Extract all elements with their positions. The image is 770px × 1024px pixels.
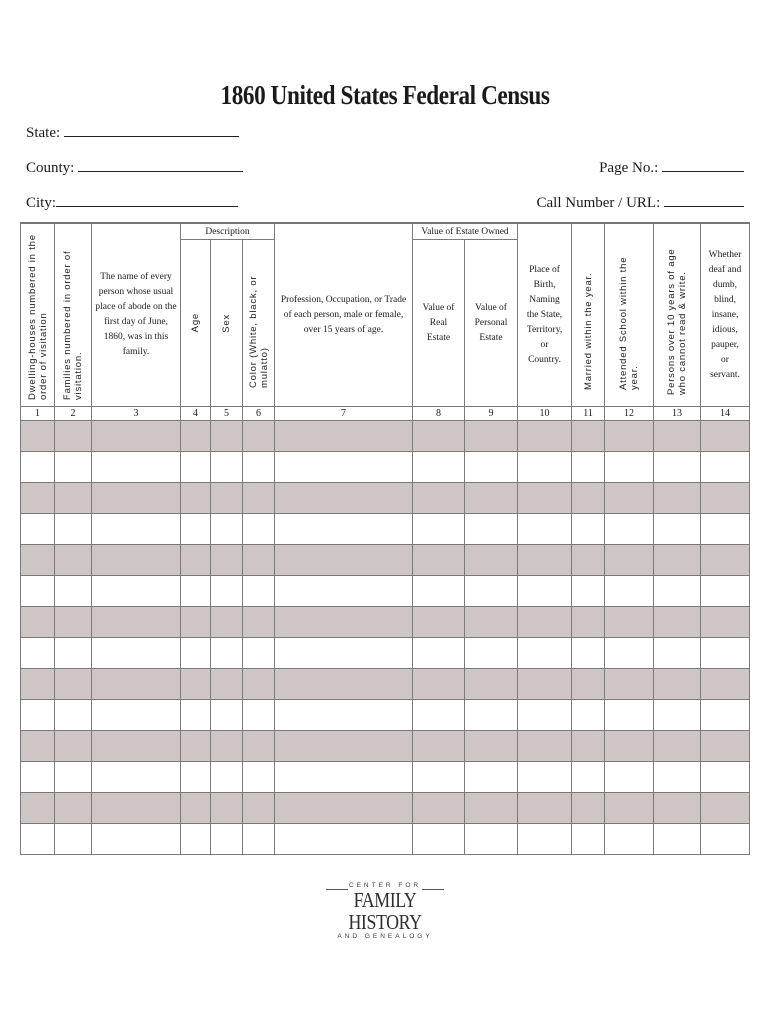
census-entry-cell[interactable] <box>275 545 413 576</box>
census-entry-cell[interactable] <box>413 483 465 514</box>
census-entry-cell[interactable] <box>21 731 55 762</box>
census-entry-cell[interactable] <box>243 793 275 824</box>
census-entry-row <box>21 793 750 824</box>
state-line <box>64 122 239 137</box>
census-entry-cell[interactable] <box>181 483 211 514</box>
column-number-row <box>21 407 750 421</box>
column-number: 13 <box>654 407 701 421</box>
census-entry-cell[interactable] <box>92 638 181 669</box>
census-entry-cell[interactable] <box>55 514 92 545</box>
census-entry-cell[interactable] <box>243 824 275 855</box>
census-entry-cell[interactable] <box>572 545 605 576</box>
census-entry-cell[interactable] <box>518 669 572 700</box>
census-entry-cell[interactable] <box>465 421 518 452</box>
census-entry-cell[interactable] <box>701 824 750 855</box>
census-entry-cell[interactable] <box>275 793 413 824</box>
census-entry-cell[interactable] <box>518 762 572 793</box>
census-entry-cell[interactable] <box>654 793 701 824</box>
census-entry-cell[interactable] <box>518 638 572 669</box>
census-entry-cell[interactable] <box>413 762 465 793</box>
census-entry-cell[interactable] <box>275 824 413 855</box>
census-entry-cell[interactable] <box>465 452 518 483</box>
call-number-line <box>664 192 744 207</box>
census-entry-cell[interactable] <box>21 824 55 855</box>
census-entry-cell[interactable] <box>275 483 413 514</box>
census-entry-cell[interactable] <box>243 607 275 638</box>
census-entry-cell[interactable] <box>55 731 92 762</box>
census-entry-cell[interactable] <box>572 762 605 793</box>
census-entry-cell[interactable] <box>518 514 572 545</box>
census-entry-cell[interactable] <box>465 638 518 669</box>
census-entry-cell[interactable] <box>211 452 243 483</box>
census-entry-cell[interactable] <box>211 545 243 576</box>
census-entry-row <box>21 762 750 793</box>
census-entry-cell[interactable] <box>654 576 701 607</box>
census-entry-cell[interactable] <box>465 793 518 824</box>
census-entry-row <box>21 731 750 762</box>
census-entry-cell[interactable] <box>55 793 92 824</box>
census-entry-cell[interactable] <box>413 514 465 545</box>
census-entry-cell[interactable] <box>211 824 243 855</box>
census-entry-cell[interactable] <box>211 576 243 607</box>
call-number-label: Call Number / URL: <box>536 195 661 211</box>
census-entry-cell[interactable] <box>605 545 654 576</box>
census-entry-cell[interactable] <box>654 638 701 669</box>
census-entry-cell[interactable] <box>243 700 275 731</box>
census-entry-cell[interactable] <box>605 793 654 824</box>
census-entry-cell[interactable] <box>572 700 605 731</box>
census-entry-cell[interactable] <box>518 452 572 483</box>
census-entry-cell[interactable] <box>211 731 243 762</box>
census-entry-cell[interactable] <box>413 700 465 731</box>
county-label: County: <box>26 160 75 176</box>
census-entry-cell[interactable] <box>701 483 750 514</box>
census-entry-cell[interactable] <box>701 731 750 762</box>
census-entry-cell[interactable] <box>605 514 654 545</box>
census-entry-cell[interactable] <box>181 421 211 452</box>
census-entry-cell[interactable] <box>55 483 92 514</box>
header-married: Married within the year. <box>572 223 605 407</box>
census-body <box>21 421 750 855</box>
census-entry-cell[interactable] <box>654 824 701 855</box>
census-entry-row <box>21 576 750 607</box>
census-entry-cell[interactable] <box>55 669 92 700</box>
census-entry-cell[interactable] <box>55 545 92 576</box>
census-entry-cell[interactable] <box>701 638 750 669</box>
page-no-field[interactable] <box>599 157 744 177</box>
census-entry-cell[interactable] <box>654 514 701 545</box>
census-entry-cell[interactable] <box>572 669 605 700</box>
census-entry-cell[interactable] <box>413 452 465 483</box>
census-entry-cell[interactable] <box>55 421 92 452</box>
census-entry-cell[interactable] <box>211 762 243 793</box>
census-entry-cell[interactable] <box>181 669 211 700</box>
census-entry-cell[interactable] <box>21 483 55 514</box>
census-entry-cell[interactable] <box>654 452 701 483</box>
page-no-label: Page No.: <box>599 160 659 176</box>
census-entry-cell[interactable] <box>413 669 465 700</box>
census-entry-cell[interactable] <box>275 731 413 762</box>
header-personal-estate: Value of Personal Estate <box>465 240 518 407</box>
census-entry-cell[interactable] <box>21 669 55 700</box>
census-entry-cell[interactable] <box>605 607 654 638</box>
census-entry-cell[interactable] <box>413 638 465 669</box>
header-dwelling-houses: Dwelling-houses numbered in the order of visitation <box>21 223 55 407</box>
census-entry-cell[interactable] <box>92 824 181 855</box>
census-entry-cell[interactable] <box>465 731 518 762</box>
census-entry-cell[interactable] <box>518 576 572 607</box>
census-entry-cell[interactable] <box>275 762 413 793</box>
census-entry-cell[interactable] <box>572 483 605 514</box>
census-entry-cell[interactable] <box>701 669 750 700</box>
census-entry-row <box>21 421 750 452</box>
census-entry-cell[interactable] <box>21 514 55 545</box>
census-entry-cell[interactable] <box>211 421 243 452</box>
census-entry-cell[interactable] <box>92 607 181 638</box>
census-entry-cell[interactable] <box>572 607 605 638</box>
header-deaf-dumb: Whether deaf and dumb, blind, insane, idious, pauper, or servant. <box>701 223 750 407</box>
census-entry-cell[interactable] <box>55 824 92 855</box>
census-entry-cell[interactable] <box>275 638 413 669</box>
census-entry-cell[interactable] <box>701 607 750 638</box>
header-attended-school: Attended School within the year. <box>605 223 654 407</box>
census-entry-cell[interactable] <box>92 421 181 452</box>
state-label: State: <box>26 125 61 141</box>
census-table <box>20 222 750 855</box>
census-entry-cell[interactable] <box>181 638 211 669</box>
census-entry-cell[interactable] <box>413 731 465 762</box>
census-entry-cell[interactable] <box>413 576 465 607</box>
census-entry-cell[interactable] <box>243 669 275 700</box>
census-entry-cell[interactable] <box>465 607 518 638</box>
census-entry-cell[interactable] <box>21 452 55 483</box>
census-entry-cell[interactable] <box>55 762 92 793</box>
census-entry-cell[interactable] <box>92 793 181 824</box>
census-entry-cell[interactable] <box>701 793 750 824</box>
census-entry-cell[interactable] <box>572 514 605 545</box>
census-entry-cell[interactable] <box>92 669 181 700</box>
census-entry-cell[interactable] <box>518 607 572 638</box>
census-entry-cell[interactable] <box>605 700 654 731</box>
header-age: Age <box>181 240 211 407</box>
census-entry-cell[interactable] <box>181 607 211 638</box>
census-entry-cell[interactable] <box>92 545 181 576</box>
census-entry-cell[interactable] <box>243 483 275 514</box>
census-entry-cell[interactable] <box>211 700 243 731</box>
census-entry-cell[interactable] <box>55 607 92 638</box>
census-entry-cell[interactable] <box>181 700 211 731</box>
census-entry-cell[interactable] <box>243 514 275 545</box>
census-entry-cell[interactable] <box>572 638 605 669</box>
census-entry-cell[interactable] <box>518 700 572 731</box>
census-entry-cell[interactable] <box>605 421 654 452</box>
column-number: 12 <box>605 407 654 421</box>
census-entry-cell[interactable] <box>243 452 275 483</box>
census-entry-row <box>21 638 750 669</box>
logo-main-text: FAMILY HISTORY <box>348 888 422 934</box>
census-entry-cell[interactable] <box>654 700 701 731</box>
header-sex: Sex <box>211 240 243 407</box>
census-entry-row <box>21 607 750 638</box>
census-entry-cell[interactable] <box>465 545 518 576</box>
column-number: 7 <box>275 407 413 421</box>
census-entry-cell[interactable] <box>465 824 518 855</box>
column-number: 14 <box>701 407 750 421</box>
census-entry-cell[interactable] <box>211 514 243 545</box>
census-entry-cell[interactable] <box>21 607 55 638</box>
census-entry-cell[interactable] <box>92 762 181 793</box>
census-entry-cell[interactable] <box>413 607 465 638</box>
header-group-description: Description <box>181 223 275 240</box>
census-entry-cell[interactable] <box>413 793 465 824</box>
header-profession: Profession, Occupation, or Trade of each person, male or female, over 15 years of age. <box>275 223 413 407</box>
column-number: 10 <box>518 407 572 421</box>
county-line <box>78 157 243 172</box>
census-entry-cell[interactable] <box>465 700 518 731</box>
census-entry-cell[interactable] <box>465 483 518 514</box>
census-entry-cell[interactable] <box>654 421 701 452</box>
census-entry-cell[interactable] <box>654 545 701 576</box>
header-families-numbered: Families numbered in order of visitation. <box>55 223 92 407</box>
census-entry-row <box>21 514 750 545</box>
header-cannot-read-write: Persons over 10 years of age who cannot read & write. <box>654 223 701 407</box>
census-entry-cell[interactable] <box>275 669 413 700</box>
header-real-estate: Value of Real Estate <box>413 240 465 407</box>
header-group-value-estate: Value of Estate Owned <box>413 223 518 240</box>
census-entry-cell[interactable] <box>413 824 465 855</box>
census-entry-cell[interactable] <box>413 545 465 576</box>
census-entry-cell[interactable] <box>92 483 181 514</box>
header-color: Color (White, black, or mulatto) <box>243 240 275 407</box>
census-entry-cell[interactable] <box>243 421 275 452</box>
census-entry-row <box>21 700 750 731</box>
census-entry-cell[interactable] <box>605 731 654 762</box>
census-entry-cell[interactable] <box>605 762 654 793</box>
census-entry-cell[interactable] <box>21 545 55 576</box>
census-entry-cell[interactable] <box>21 421 55 452</box>
city-line <box>56 192 238 207</box>
logo-bottom-text: AND GENEALOGY <box>337 933 433 940</box>
census-entry-cell[interactable] <box>92 576 181 607</box>
census-entry-cell[interactable] <box>465 576 518 607</box>
census-entry-cell[interactable] <box>275 452 413 483</box>
census-entry-cell[interactable] <box>243 731 275 762</box>
census-entry-cell[interactable] <box>243 545 275 576</box>
census-entry-cell[interactable] <box>211 793 243 824</box>
census-entry-cell[interactable] <box>413 421 465 452</box>
census-entry-cell[interactable] <box>465 669 518 700</box>
state-field[interactable] <box>26 122 239 142</box>
census-entry-cell[interactable] <box>55 638 92 669</box>
census-entry-cell[interactable] <box>92 700 181 731</box>
census-entry-cell[interactable] <box>275 576 413 607</box>
census-entry-cell[interactable] <box>518 483 572 514</box>
census-entry-cell[interactable] <box>654 483 701 514</box>
city-field[interactable] <box>26 192 238 212</box>
census-entry-cell[interactable] <box>211 483 243 514</box>
census-entry-cell[interactable] <box>275 421 413 452</box>
census-entry-cell[interactable] <box>654 762 701 793</box>
census-entry-cell[interactable] <box>21 762 55 793</box>
census-entry-cell[interactable] <box>211 607 243 638</box>
column-number: 5 <box>211 407 243 421</box>
census-entry-cell[interactable] <box>181 731 211 762</box>
county-field[interactable] <box>26 157 243 177</box>
family-history-logo <box>320 882 450 940</box>
census-entry-cell[interactable] <box>701 700 750 731</box>
census-entry-cell[interactable] <box>701 545 750 576</box>
census-entry-cell[interactable] <box>243 576 275 607</box>
census-entry-row <box>21 545 750 576</box>
census-entry-cell[interactable] <box>518 421 572 452</box>
census-entry-cell[interactable] <box>654 669 701 700</box>
census-entry-cell[interactable] <box>92 452 181 483</box>
census-entry-cell[interactable] <box>518 824 572 855</box>
census-entry-cell[interactable] <box>572 576 605 607</box>
census-entry-cell[interactable] <box>518 545 572 576</box>
column-number: 8 <box>413 407 465 421</box>
census-entry-row <box>21 669 750 700</box>
census-entry-cell[interactable] <box>21 638 55 669</box>
column-number: 6 <box>243 407 275 421</box>
census-entry-cell[interactable] <box>518 793 572 824</box>
column-number: 2 <box>55 407 92 421</box>
census-entry-cell[interactable] <box>701 421 750 452</box>
census-entry-cell[interactable] <box>465 762 518 793</box>
census-entry-cell[interactable] <box>181 793 211 824</box>
census-entry-cell[interactable] <box>654 607 701 638</box>
census-entry-cell[interactable] <box>605 669 654 700</box>
census-entry-cell[interactable] <box>605 824 654 855</box>
census-entry-row <box>21 483 750 514</box>
census-entry-cell[interactable] <box>572 731 605 762</box>
census-entry-cell[interactable] <box>243 638 275 669</box>
census-entry-cell[interactable] <box>55 700 92 731</box>
census-entry-cell[interactable] <box>275 607 413 638</box>
census-entry-cell[interactable] <box>21 700 55 731</box>
census-entry-cell[interactable] <box>21 793 55 824</box>
census-entry-row <box>21 452 750 483</box>
page-title: 1860 United States Federal Census <box>220 80 550 110</box>
census-entry-cell[interactable] <box>572 824 605 855</box>
census-entry-cell[interactable] <box>181 576 211 607</box>
census-entry-cell[interactable] <box>275 514 413 545</box>
census-entry-cell[interactable] <box>605 638 654 669</box>
city-label: City: <box>26 195 57 211</box>
census-entry-cell[interactable] <box>572 452 605 483</box>
column-number: 9 <box>465 407 518 421</box>
column-number: 1 <box>21 407 55 421</box>
column-number: 4 <box>181 407 211 421</box>
census-entry-cell[interactable] <box>605 576 654 607</box>
census-entry-cell[interactable] <box>605 483 654 514</box>
logo-top-text: CENTER FOR <box>348 882 422 889</box>
census-entry-cell[interactable] <box>211 669 243 700</box>
column-number: 11 <box>572 407 605 421</box>
call-number-field[interactable] <box>537 192 745 212</box>
census-entry-cell[interactable] <box>55 452 92 483</box>
page-no-line <box>662 157 744 172</box>
census-entry-cell[interactable] <box>572 793 605 824</box>
census-entry-cell[interactable] <box>92 731 181 762</box>
census-entry-cell[interactable] <box>654 731 701 762</box>
census-entry-cell[interactable] <box>181 545 211 576</box>
census-entry-cell[interactable] <box>518 731 572 762</box>
census-entry-cell[interactable] <box>701 514 750 545</box>
census-entry-cell[interactable] <box>465 514 518 545</box>
census-entry-cell[interactable] <box>211 638 243 669</box>
census-entry-cell[interactable] <box>572 421 605 452</box>
census-entry-row <box>21 824 750 855</box>
census-entry-cell[interactable] <box>181 452 211 483</box>
census-entry-cell[interactable] <box>21 576 55 607</box>
census-entry-cell[interactable] <box>701 576 750 607</box>
census-entry-cell[interactable] <box>55 576 92 607</box>
census-entry-cell[interactable] <box>243 762 275 793</box>
census-entry-cell[interactable] <box>181 824 211 855</box>
census-entry-cell[interactable] <box>181 514 211 545</box>
header-name: The name of every person whose usual place of abode on the first day of June, 1860, was in this family. <box>92 223 181 407</box>
column-number: 3 <box>92 407 181 421</box>
census-entry-cell[interactable] <box>605 452 654 483</box>
census-entry-cell[interactable] <box>701 762 750 793</box>
census-entry-cell[interactable] <box>181 762 211 793</box>
census-entry-cell[interactable] <box>701 452 750 483</box>
census-entry-cell[interactable] <box>92 514 181 545</box>
census-entry-cell[interactable] <box>275 700 413 731</box>
header-place-of-birth: Place of Birth, Naming the State, Territory, or Country. <box>518 223 572 407</box>
